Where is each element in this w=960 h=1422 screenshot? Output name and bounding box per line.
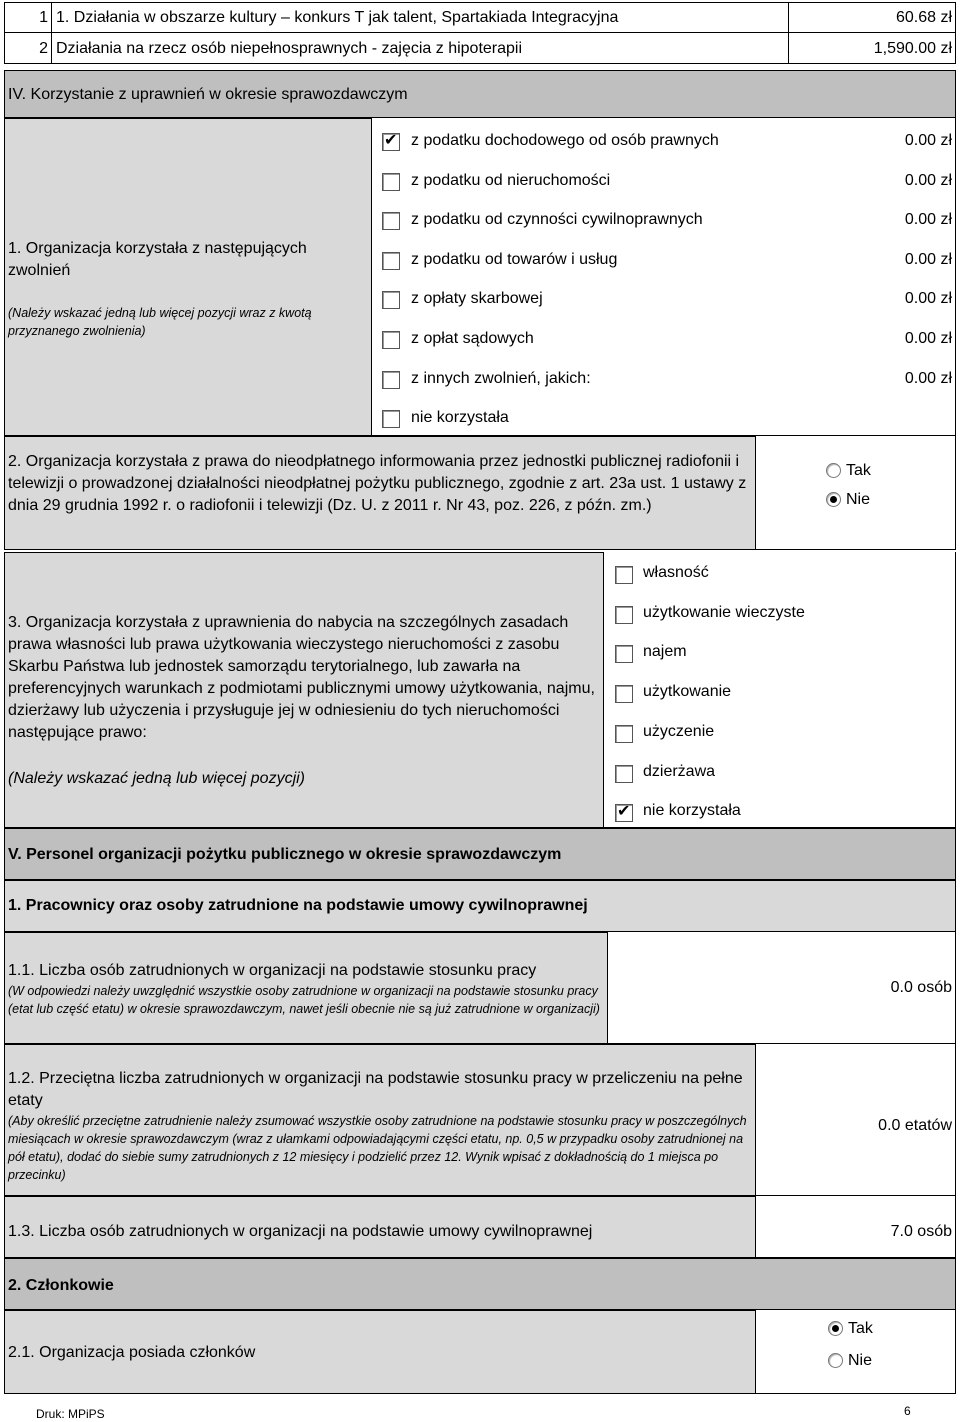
footer-print: Druk: MPiPS	[36, 1407, 105, 1421]
q1-checkbox[interactable]	[382, 291, 400, 309]
q3-checkbox[interactable]	[615, 804, 633, 822]
q3-checkbox[interactable]	[615, 606, 633, 624]
q1-item-label: z opłat sądowych	[411, 330, 534, 347]
q1-checkbox[interactable]	[382, 331, 400, 349]
section-v-title: V. Personel organizacji pożytku publicznego w okresie sprawozdawczym	[8, 846, 562, 863]
q3-item-label: użytkowanie	[643, 683, 732, 701]
q1-item-label: z podatku od nieruchomości	[411, 171, 611, 189]
row-label: Działania na rzecz osób niepełnosprawnych - zajęcia z hipoterapii	[56, 40, 523, 57]
r12-label: 1.2. Przeciętna liczba zatrudnionych w organizacji na podstawie stosunku pracy w przeliczeniu na pełne etaty	[8, 1070, 743, 1109]
row-number: 1	[39, 9, 48, 26]
row-amount: 60.68 zł	[895, 9, 952, 26]
q1-item-amount: 0.00 zł	[904, 250, 952, 268]
q3-checkbox[interactable]	[615, 725, 633, 743]
q1-item-label: z podatku od towarów i usług	[411, 250, 618, 268]
q1-item-label: nie korzystała	[411, 409, 509, 427]
q2-option-tak: Tak	[846, 462, 871, 479]
q3-checkbox[interactable]	[615, 685, 633, 703]
q3-checkbox[interactable]	[615, 765, 633, 783]
q1-checkbox[interactable]	[382, 371, 400, 389]
r11-label: 1.1. Liczba osób zatrudnionych w organizacji na podstawie stosunku pracy	[8, 962, 537, 979]
r21-label: 2.1. Organizacja posiada członków	[8, 1344, 256, 1361]
q1-note: (Należy wskazać jedną lub więcej pozycji wraz z kwotą przyznanego zwolnienia)	[8, 306, 312, 338]
r21-option-tak: Tak	[848, 1320, 873, 1337]
q3-item-label: użytkowanie wieczyste	[643, 603, 805, 621]
r13-value: 7.0 osób	[890, 1223, 952, 1240]
r11-value: 0.0 osób	[890, 979, 952, 996]
r21-radio-nie[interactable]	[828, 1353, 843, 1368]
row-amount: 1,590.00 zł	[873, 40, 952, 57]
q1-item-amount: 0.00 zł	[904, 171, 952, 189]
q3-note: (Należy wskazać jedną lub więcej pozycji)	[8, 770, 306, 787]
q2-radio-tak[interactable]	[826, 463, 841, 478]
q3-item-label: dzierżawa	[643, 762, 716, 780]
row-number: 2	[39, 40, 48, 57]
q1-item-label: z podatku dochodowego od osób prawnych	[411, 132, 719, 149]
q1-checkbox[interactable]	[382, 212, 400, 230]
q1-item-amount: 0.00 zł	[904, 290, 952, 308]
q1-checkbox[interactable]	[382, 252, 400, 270]
r21-option-nie: Nie	[848, 1352, 873, 1369]
q3-item-label: użyczenie	[643, 722, 715, 740]
q3-item-label: najem	[643, 643, 687, 661]
q1-label: 1. Organizacja korzystała z następujących zwolnień	[8, 240, 307, 279]
q1-checkbox[interactable]	[382, 410, 400, 428]
q3-checkbox[interactable]	[615, 566, 633, 584]
sub2-title: 2. Członkowie	[8, 1277, 114, 1294]
q2-option-nie: Nie	[846, 491, 871, 508]
q1-item-label: z podatku od czynności cywilnoprawnych	[411, 211, 703, 229]
row-label: 1. Działania w obszarze kultury – konkurs T jak talent, Spartakiada Integracyjna	[56, 9, 619, 26]
q1-checkbox[interactable]	[382, 173, 400, 191]
r11-note: (W odpowiedzi należy uwzględnić wszystkie osoby zatrudnione w organizacji na podstawie stosunku pracy (etat lub część etatu) w okresie sprawozdawczym, nawet jeśli obecnie nie są już zatrudnione w organizacji)	[8, 984, 600, 1016]
q1-item-label: z innych zwolnień, jakich:	[411, 369, 591, 387]
q1-item-amount: 0.00 zł	[904, 211, 952, 229]
q1-item-amount: 0.00 zł	[904, 132, 952, 149]
q1-item-amount: 0.00 zł	[904, 369, 952, 387]
q3-checkbox[interactable]	[615, 645, 633, 663]
q2-label: 2. Organizacja korzystała z prawa do nieodpłatnego informowania przez jednostki publicznej radiofonii i telewizji o prowadzonej działalności nieodpłatnej pożytku publicznego, zgodnie z art. 23a ust. 1 ustawy z dnia 29 grudnia 1992 r. o radiofonii i telewizji (Dz. U. z 2011 r. Nr 43, poz. 226, z późn. zm.)	[8, 453, 747, 514]
q1-item-amount: 0.00 zł	[904, 330, 952, 347]
q3-item-label: własność	[643, 564, 709, 581]
section-iv-title: IV. Korzystanie z uprawnień w okresie sprawozdawczym	[8, 86, 408, 103]
q3-item-label: nie korzystała	[643, 802, 741, 820]
r12-note: (Aby określić przeciętne zatrudnienie należy zsumować wszystkie osoby zatrudnione na podstawie stosunku pracy w poszczególnych miesiącach w okresie sprawozdawczym (wraz z ułamkami odpowiadającymi części etatu, np. 0,5 w przypadku osoby zatrudnionej na pół etatu), dodać do siebie sumy zatrudnionych z 12 miesięcy i podzielić przez 12. Wynik wpisać z dokładnością do 1 miejsca po przecinku)	[8, 1114, 747, 1182]
sub1-title: 1. Pracownicy oraz osoby zatrudnione na podstawie umowy cywilnoprawnej	[8, 897, 588, 914]
q1-checkbox[interactable]	[382, 133, 400, 151]
q3-label: 3. Organizacja korzystała z uprawnienia do nabycia na szczególnych zasadach prawa własności lub prawa użytkowania wieczystego nieruchomości z zasobu Skarbu Państwa lub jednostek samorządu terytorialnego, lub zawarła na preferencyjnych warunkach z podmiotami publicznymi umowy użytkowania, najmu, dzierżawy lub użyczenia i przysługuje jej w odniesieniu do tych nieruchomości następujące prawo:	[8, 614, 595, 741]
r12-value: 0.0 etatów	[878, 1117, 952, 1134]
q2-radio-nie[interactable]	[826, 492, 841, 507]
footer-page-number: 6	[904, 1404, 911, 1418]
r13-label: 1.3. Liczba osób zatrudnionych w organizacji na podstawie umowy cywilnoprawnej	[8, 1223, 593, 1240]
q1-item-label: z opłaty skarbowej	[411, 290, 543, 308]
r21-radio-tak[interactable]	[828, 1321, 843, 1336]
